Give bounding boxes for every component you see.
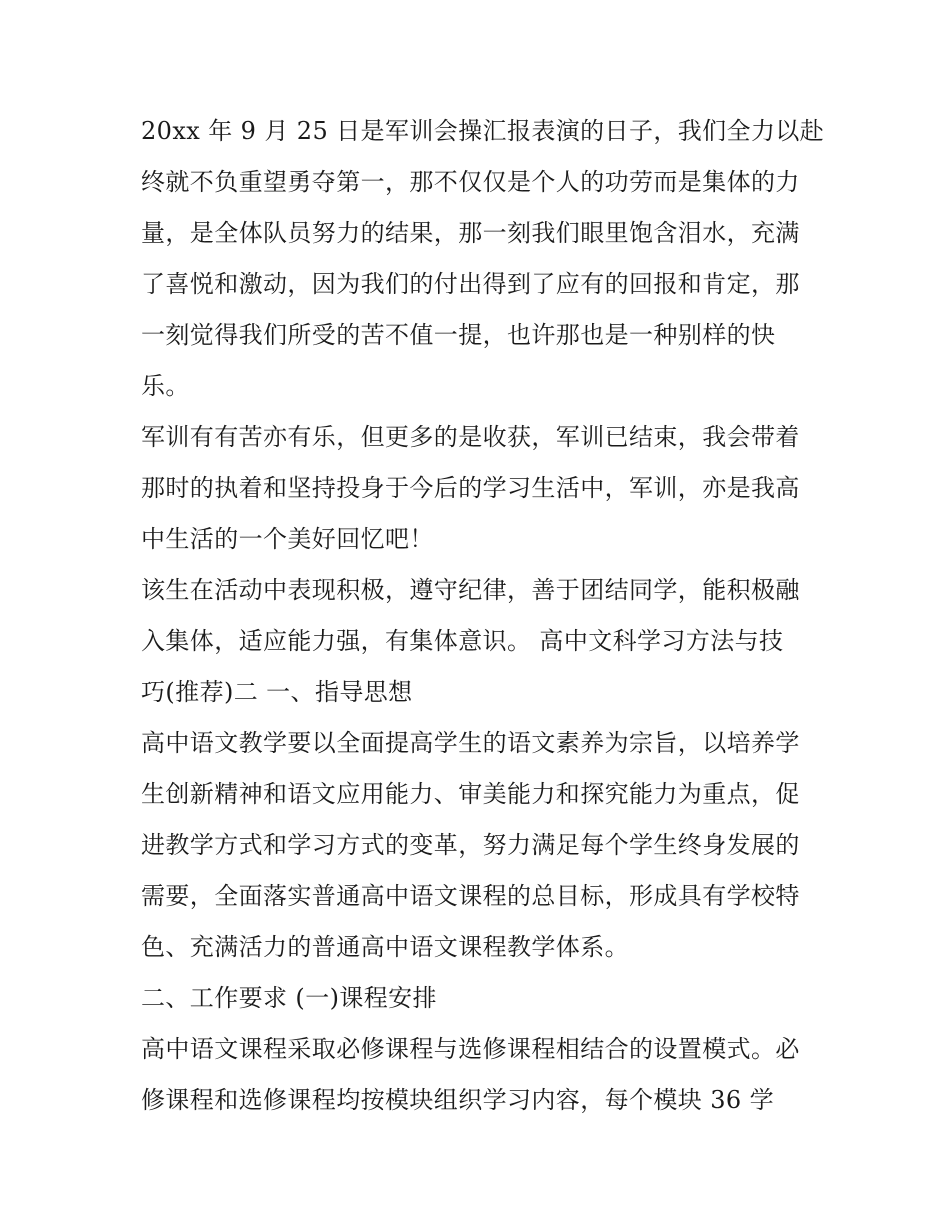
text-line: 高中语文课程采取必修课程与选修课程相结合的设置模式。必 [141,1035,800,1063]
text-line: 一刻觉得我们所受的苦不值一提，也许那也是一种别样的快 [141,321,776,349]
text-line: 了喜悦和激动，因为我们的付出得到了应有的回报和肯定，那 [141,270,800,298]
text-line: 那时的执着和坚持投身于今后的学习生活中，军训，亦是我高 [141,474,800,502]
text-line: 进教学方式和学习方式的变革，努力满足每个学生终身发展的 [141,831,800,859]
text-line: 中生活的一个美好回忆吧！ [141,525,434,553]
text-line: 军训有有苦亦有乐，但更多的是收获，军训已结束，我会带着 [141,423,800,451]
text-line: 量，是全体队员努力的结果，那一刻我们眼里饱含泪水，充满 [141,219,800,247]
text-line: 巧(推荐)二 一、指导思想 [141,678,413,706]
text-line: 乐。 [141,372,190,400]
text-line: 二、工作要求 (一)课程安排 [141,984,437,1012]
text-line: 该生在活动中表现积极，遵守纪律，善于团结同学，能积极融 [141,576,800,604]
text-line: 入集体，适应能力强，有集体意识。 高中文科学习方法与技 [141,627,784,655]
text-line: 终就不负重望勇夺第一，那不仅仅是个人的功劳而是集体的力 [141,168,800,196]
text-line: 20xx 年 9 月 25 日是军训会操汇报表演的日子，我们全力以赴 [141,117,825,145]
text-line: 色、充满活力的普通高中语文课程教学体系。 [141,933,629,961]
text-line: 需要，全面落实普通高中语文课程的总目标，形成具有学校特 [141,882,800,910]
text-line: 生创新精神和语文应用能力、审美能力和探究能力为重点，促 [141,780,800,808]
text-line: 高中语文教学要以全面提高学生的语文素养为宗旨，以培养学 [141,729,800,757]
document-body [141,106,825,1126]
text-line: 修课程和选修课程均按模块组织学习内容，每个模块 36 学 [141,1086,774,1114]
